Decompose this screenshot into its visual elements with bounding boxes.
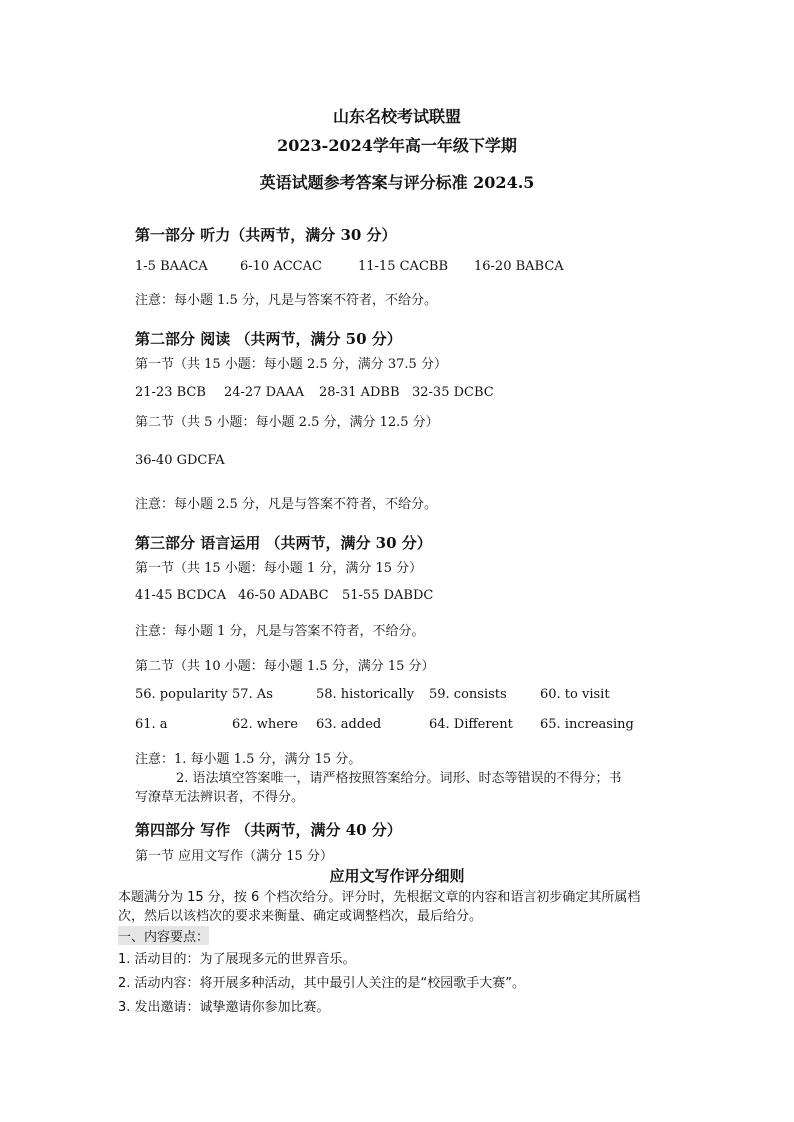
answer-item: 56. popularity: [135, 687, 228, 702]
answer-group: 21-23 BCB: [135, 385, 206, 400]
answer-group: 24-27 DAAA: [224, 385, 305, 400]
answer-item: 62. where: [232, 717, 298, 732]
answer-item: 57. As: [232, 687, 273, 702]
part3-note2-line2: 2. 语法填空答案唯一，请严格按照答案给分。词形、时态等错误的不得分；书: [176, 771, 622, 786]
answer-group: 32-35 DCBC: [412, 385, 494, 400]
part4-heading: 第四部分 写作 （共两节，满分 40 分）: [135, 821, 402, 839]
answer-group: 16-20 BABCA: [474, 259, 564, 274]
rubric-intro-line2: 次，然后以该档次的要求来衡量、确定或调整档次，最后给分。: [118, 909, 483, 924]
answer-item: 60. to visit: [540, 687, 610, 702]
part2-section1: 第一节（共 15 小题：每小题 2.5 分，满分 37.5 分）: [135, 357, 447, 372]
content-point: 1. 活动目的：为了展现多元的世界音乐。: [118, 952, 356, 967]
content-point: 2. 活动内容：将开展多种活动，其中最引人关注的是“校园歌手大赛”。: [118, 976, 526, 991]
answer-group: 28-31 ADBB: [319, 385, 400, 400]
part3-heading: 第三部分 语言运用 （共两节，满分 30 分）: [135, 534, 432, 552]
answer-group: 36-40 GDCFA: [135, 453, 225, 468]
title-term: 2023-2024学年高一年级下学期: [277, 136, 517, 155]
content-points-title: 一、内容要点：: [118, 926, 209, 945]
answer-item: 61. a: [135, 717, 168, 732]
title-league: 山东名校考试联盟: [332, 107, 461, 126]
part3-section2: 第二节（共 10 小题：每小题 1.5 分，满分 15 分）: [135, 659, 435, 674]
answer-item: 59. consists: [429, 687, 507, 702]
part2-note: 注意：每小题 2.5 分，凡是与答案不符者，不给分。: [135, 497, 437, 512]
answer-group: 46-50 ADABC: [238, 588, 329, 603]
content-point: 3. 发出邀请：诚挚邀请你参加比赛。: [118, 1000, 330, 1015]
answer-item: 64. Different: [429, 717, 513, 732]
rubric-intro-line1: 本题满分为 15 分，按 6 个档次给分。评分时，先根据文章的内容和语言初步确定其所属档: [118, 890, 641, 905]
answer-item: 58. historically: [316, 687, 415, 702]
title-subject: 英语试题参考答案与评分标准 2024.5: [259, 173, 535, 192]
rubric-title: 应用文写作评分细则: [329, 867, 465, 885]
part4-section1: 第一节 应用文写作（满分 15 分）: [135, 849, 333, 864]
part3-note2-line3: 写潦草无法辨识者，不得分。: [135, 790, 305, 805]
answer-group: 41-45 BCDCA: [135, 588, 227, 603]
part3-section1: 第一节（共 15 小题：每小题 1 分，满分 15 分）: [135, 561, 423, 576]
answer-item: 63. added: [316, 717, 382, 732]
part3-note1: 注意：每小题 1 分，凡是与答案不符者，不给分。: [135, 624, 425, 639]
part1-heading: 第一部分 听力（共两节，满分 30 分）: [135, 226, 397, 244]
part2-section2: 第二节（共 5 小题：每小题 2.5 分，满分 12.5 分）: [135, 415, 439, 430]
part3-note2: 注意：1. 每小题 1.5 分，满分 15 分。: [135, 752, 362, 767]
part2-heading: 第二部分 阅读 （共两节，满分 50 分）: [135, 330, 402, 348]
answer-group: 6-10 ACCAC: [240, 259, 322, 274]
answer-group: 1-5 BAACA: [135, 259, 208, 274]
part1-note: 注意：每小题 1.5 分，凡是与答案不符者，不给分。: [135, 293, 437, 308]
answer-item: 65. increasing: [540, 717, 634, 732]
answer-group: 51-55 DABDC: [342, 588, 434, 603]
answer-group: 11-15 CACBB: [358, 259, 448, 274]
